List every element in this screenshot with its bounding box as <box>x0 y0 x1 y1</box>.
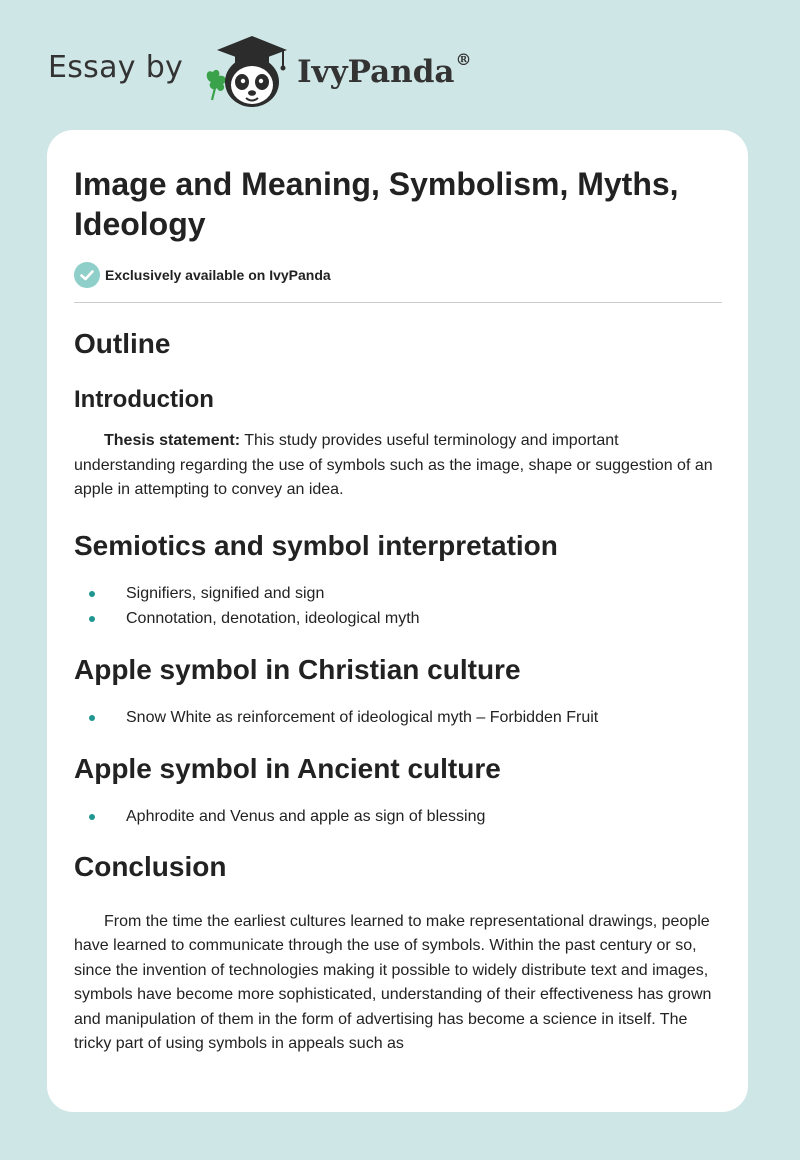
essay-title: Image and Meaning, Symbolism, Myths, Ideology <box>74 166 679 242</box>
list-item: Snow White as reinforcement of ideological myth – Forbidden Fruit <box>126 705 722 730</box>
christian-list <box>74 705 722 730</box>
section-heading-ancient: Apple symbol in Ancient culture <box>74 752 501 784</box>
section-heading-semiotics: Semiotics and symbol interpretation <box>74 529 558 561</box>
thesis-text: This study provides useful terminology and important understanding regarding the use of symbols such as the image, shape or suggestion of an apple in attempting to convey an idea. <box>74 432 713 498</box>
registered-mark: ® <box>455 50 472 69</box>
section-heading-christian: Apple symbol in Christian culture <box>74 653 521 685</box>
title-divider <box>74 302 722 303</box>
introduction-heading: Introduction <box>74 386 214 413</box>
thesis-paragraph <box>74 429 722 503</box>
exclusive-badge-text: Exclusively available on IvyPanda <box>105 267 331 283</box>
brand-header <box>48 30 472 110</box>
check-circle-icon <box>74 262 100 288</box>
essay-card <box>47 130 748 1112</box>
semiotics-list <box>74 581 722 631</box>
list-item: Signifiers, signified and sign <box>126 581 722 606</box>
list-item: Aphrodite and Venus and apple as sign of blessing <box>126 804 722 829</box>
panda-graduate-logo-icon <box>199 30 291 110</box>
thesis-label: Thesis statement: <box>104 432 241 449</box>
outline-heading: Outline <box>74 328 171 359</box>
conclusion-paragraph: From the time the earliest cultures learned to make representational drawings, people have learned to communicate through the use of symbols. Within the past century or so, since the invention of technologies making it possible to widely distribute text and images, symbols have become more sophisticated, understanding of their effectiveness has grown and manipulation of them in the form of advertising has become a science in itself. The tricky part of using symbols in appeals such as <box>74 912 712 1052</box>
exclusive-badge <box>74 262 722 288</box>
brand-prefix: Essay by <box>48 49 184 85</box>
ancient-list <box>74 804 722 829</box>
brand-name: IvyPanda® <box>297 50 472 90</box>
conclusion-heading: Conclusion <box>74 850 227 882</box>
list-item: Connotation, denotation, ideological myth <box>126 606 722 631</box>
